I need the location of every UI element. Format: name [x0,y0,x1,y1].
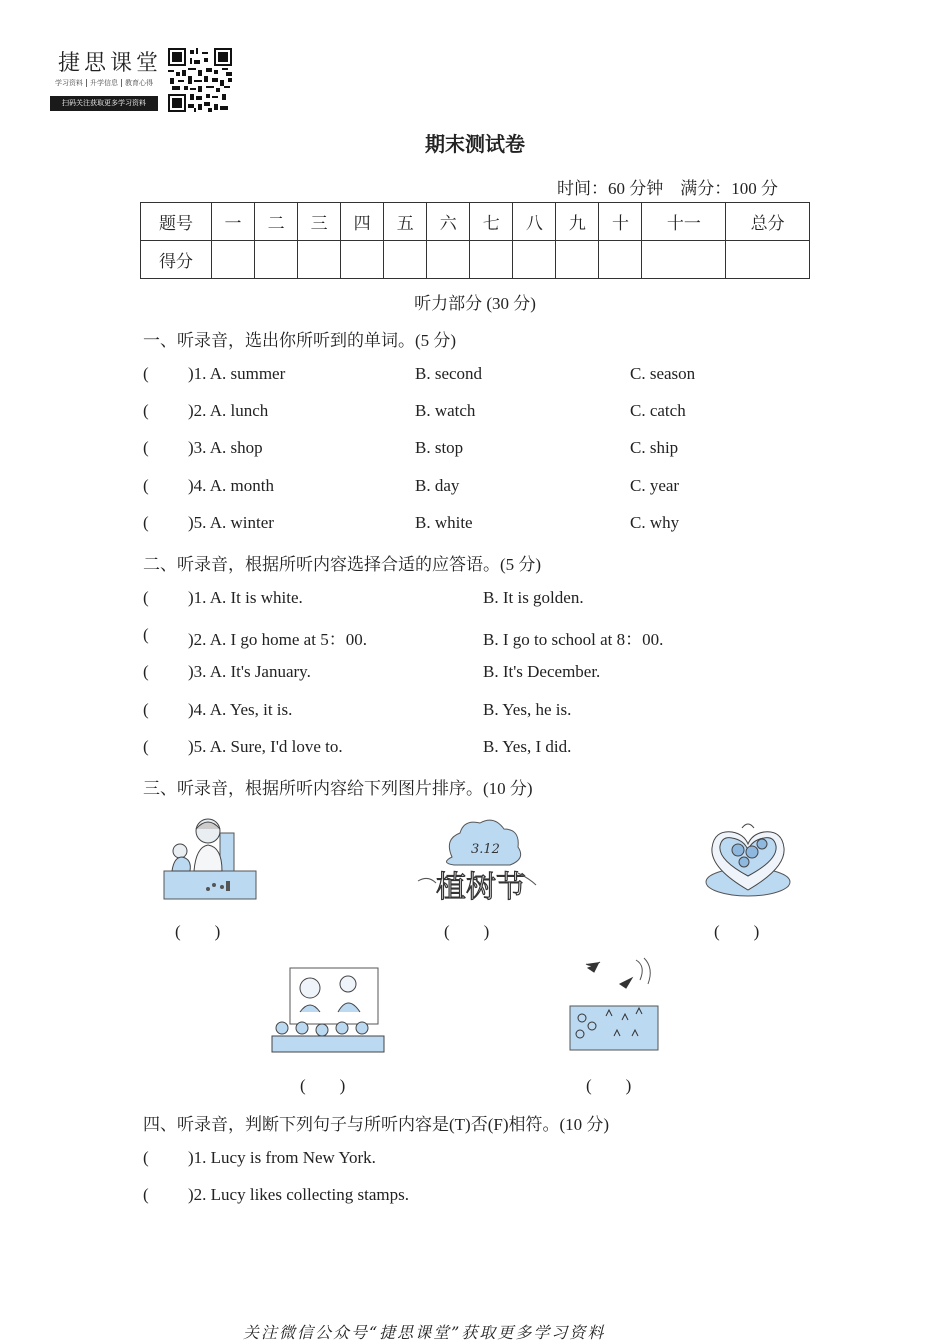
table-cell: 一 [212,203,255,241]
question-option-a: )5. A. Sure, I'd love to. [188,737,343,756]
answer-paren[interactable]: ( [143,1185,149,1204]
score-table-score-row [141,241,810,279]
score-input-cell[interactable] [599,241,642,279]
section-title: 四、听录音，判断下列句子与所听内容是(T)否(F)相符。(10 分) [143,1115,610,1134]
table-cell: 四 [341,203,384,241]
table-cell: 得分 [141,241,212,279]
question-option-a: )3. A. shop [188,438,263,457]
classroom-screen-picture [268,962,388,1054]
question-option-b: B. stop [415,438,464,457]
score-input-cell[interactable] [255,241,298,279]
time-info: 时间：60 分钟 满分：100 分 [557,179,778,198]
score-input-cell[interactable] [726,241,810,279]
answer-paren[interactable]: ( [143,364,149,383]
logo-tags [52,78,156,88]
question-option-a: )4. A. month [188,476,274,495]
question-option-a: )1. A. summer [188,364,286,383]
question-option-b: B. Yes, he is. [483,700,572,719]
table-cell: 三 [298,203,341,241]
page-title: 期末测试卷 [425,132,525,156]
question-option-b: B. Yes, I did. [483,737,572,756]
logo-bar: 扫码关注获取更多学习资料 [50,96,158,111]
question-option-c: C. ship [630,438,679,457]
question-option-c: C. catch [630,401,686,420]
question-option-a: )2. A. I go home at 5：00. [188,630,367,649]
order-blank[interactable]: ( ) [444,922,490,941]
answer-paren[interactable]: ( [143,662,149,681]
order-blank[interactable]: ( ) [300,1076,346,1095]
heart-cake-picture [700,820,796,900]
question-option-b: B. day [415,476,460,495]
footer-note: 关注微信公众号“捷思课堂”获取更多学习资料 [243,1323,606,1342]
answer-paren[interactable]: ( [143,737,149,756]
question-option-a: )5. A. winter [188,513,274,532]
mother-child-picture [160,815,260,903]
arbor-word-text: 植树节 [436,870,526,905]
score-input-cell[interactable] [298,241,341,279]
score-table-header-row [141,203,810,241]
score-input-cell[interactable] [212,241,255,279]
score-input-cell[interactable] [513,241,556,279]
table-cell: 八 [513,203,556,241]
question-option-c: C. why [630,513,680,532]
order-blank[interactable]: ( ) [175,922,221,941]
question-option-b: B. white [415,513,473,532]
question-option-c: C. year [630,476,680,495]
question-option-a: )1. A. It is white. [188,588,303,607]
answer-paren[interactable]: ( [143,513,149,532]
question-option-c: C. season [630,364,696,383]
table-cell: 二 [255,203,298,241]
table-cell: 六 [427,203,470,241]
score-input-cell[interactable] [384,241,427,279]
answer-paren[interactable]: ( [143,438,149,457]
arbor-day-picture [414,815,538,905]
question-option-b: B. second [415,364,483,383]
table-cell: 七 [470,203,513,241]
order-blank[interactable]: ( ) [714,922,760,941]
question-option-b: B. watch [415,401,476,420]
answer-paren[interactable]: ( [143,401,149,420]
answer-paren[interactable]: ( [143,1148,149,1167]
table-cell: 九 [556,203,599,241]
logo-tag: 升学信息 [87,79,122,87]
table-cell: 总分 [726,203,810,241]
order-blank[interactable]: ( ) [586,1076,632,1095]
question-option-b: B. I go to school at 8：00. [483,630,664,649]
arbor-date-text: 3.12 [471,842,500,857]
answer-paren[interactable]: ( [143,588,149,607]
logo-tag: 教育心得 [125,79,153,87]
score-table [140,202,810,279]
qr-code-icon [168,48,232,112]
table-cell: 十 [599,203,642,241]
score-input-cell[interactable] [470,241,513,279]
table-cell: 题号 [141,203,212,241]
spring-birds-picture [566,956,662,1056]
judge-sentence: )1. Lucy is from New York. [188,1148,376,1167]
logo-title: 捷思课堂 [58,51,163,76]
table-cell: 五 [384,203,427,241]
question-option-b: B. It's December. [483,662,601,681]
section-title: 三、听录音，根据所听内容给下列图片排序。(10 分) [143,779,533,798]
answer-paren[interactable]: ( [143,476,149,495]
score-input-cell[interactable] [556,241,599,279]
listening-header: 听力部分 (30 分) [414,294,536,313]
question-option-a: )2. A. lunch [188,401,269,420]
question-option-b: B. It is golden. [483,588,584,607]
question-option-a: )4. A. Yes, it is. [188,700,293,719]
answer-paren[interactable]: ( [143,700,149,719]
judge-sentence: )2. Lucy likes collecting stamps. [188,1185,409,1204]
question-option-a: )3. A. It's January. [188,662,311,681]
section-title: 一、听录音，选出你所听到的单词。(5 分) [143,331,457,350]
table-cell: 十一 [642,203,726,241]
score-input-cell[interactable] [642,241,726,279]
answer-paren[interactable]: ( [143,625,149,644]
logo-tag: 学习资料 [52,79,87,87]
score-input-cell[interactable] [341,241,384,279]
section-title: 二、听录音，根据所听内容选择合适的应答语。(5 分) [143,555,542,574]
score-input-cell[interactable] [427,241,470,279]
